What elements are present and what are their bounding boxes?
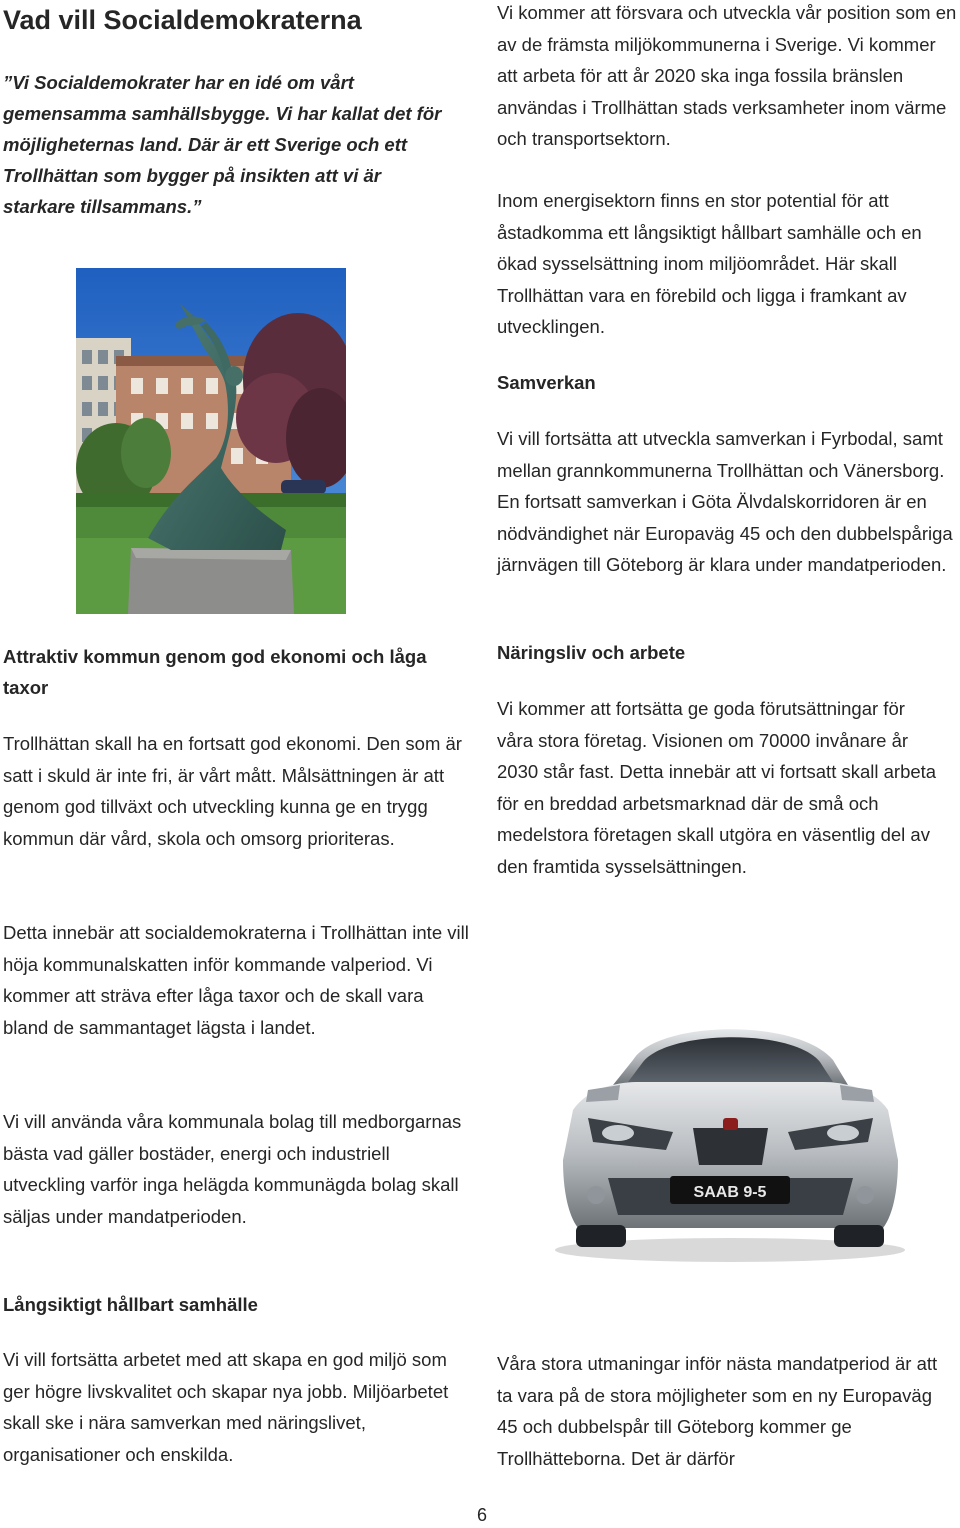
page-number: 6 [476, 1505, 487, 1525]
cooperation-paragraph-1: Vi vill fortsätta att utveckla samverkan i Fyrbodal, samt mellan grannkommunerna Trollhättan och Vänersborg. En fortsatt samverkan i Göta Älvdalskorridoren är en nödvändighet när Europaväg 45 och den dubbelspåriga järnvägen till Göteborg är klara under mandatperioden. [497, 428, 953, 575]
heading-sustainable: Långsiktigt hållbart samhälle [3, 1294, 258, 1315]
car-photo-graphic [548, 1000, 912, 1265]
economy-paragraph-3: Vi vill använda våra kommunala bolag till medborgarnas bästa vad gäller bostäder, energi och industriell utveckling varför inga helägda kommunägda bolag skall säljas under mandatperioden. [3, 1111, 462, 1227]
heading-cooperation: Samverkan [497, 372, 596, 393]
economy-paragraph-1: Trollhättan skall ha en fortsatt god ekonomi. Den som är satt i skuld är inte fri, är vårt mått. Målsättningen är att genom god tillväxt och utveckling kunna ge en trygg kommun där vård, skola och omsorg prioriteras. [3, 733, 462, 849]
sustainable-paragraph-1: Vi vill fortsätta arbetet med att skapa en god miljö som ger högre livskvalitet och skapar nya jobb. Miljöarbetet skall ske i nära samverkan med näringslivet, organisationer och enskilda. [3, 1349, 449, 1465]
environment-paragraph-2: Inom energisektorn finns en stor potential för att åstadkomma ett långsiktigt hållbart samhälle och en ökad sysselsättning inom miljöområdet. Här skall Trollhättan vara en förebild och ligga i framkant av utvecklingen. [497, 190, 922, 337]
heading-business: Näringsliv och arbete [497, 642, 686, 663]
statue-photo-graphic [76, 268, 346, 614]
license-plate-text: SAAB 9-5 [693, 1184, 767, 1201]
statue-photo [76, 268, 346, 614]
car-photo [548, 1000, 912, 1265]
environment-paragraph-1: Vi kommer att försvara och utveckla vår position som en av de främsta miljökommunerna i Sverige. Vi kommer att arbeta för att år 2020 ska inga fossila bränslen användas i Trollhättan stads verksamheter inom värme och transportsektorn. [497, 2, 957, 149]
page-title: Vad vill Socialdemokraterna [3, 5, 362, 35]
closing-paragraph: Våra stora utmaningar inför nästa mandatperiod är att ta vara på de stora möjligheter som en ny Europaväg 45 och dubbelspår till Göteborg kommer ge Trollhätteborna. Det är därför [497, 1353, 938, 1469]
heading-economy: Attraktiv kommun genom god ekonomi och låga taxor [3, 646, 427, 698]
economy-paragraph-2: Detta innebär att socialdemokraterna i Trollhättan inte vill höja kommunalskatten inför kommande valperiod. Vi kommer att sträva efter låga taxor och de skall vara bland de sammantaget lägsta i landet. [3, 922, 469, 1038]
business-paragraph-1: Vi kommer att fortsätta ge goda förutsättningar för våra stora företag. Visionen om 70000 invånare år 2030 står fast. Detta innebär att vi fortsatt skall arbeta för en breddad arbetsmarknad där de små och medelstora företagen skall utgöra en väsentlig del av den framtida sysselsättningen. [497, 698, 937, 877]
intro-quote: ”Vi Socialdemokrater har en idé om vårt gemensamma samhällsbygge. Vi har kallat det för möjligheternas land. Där är ett Sverige och ett Trollhättan som bygger på insikten att vi är starkare tillsammans.” [3, 72, 442, 217]
